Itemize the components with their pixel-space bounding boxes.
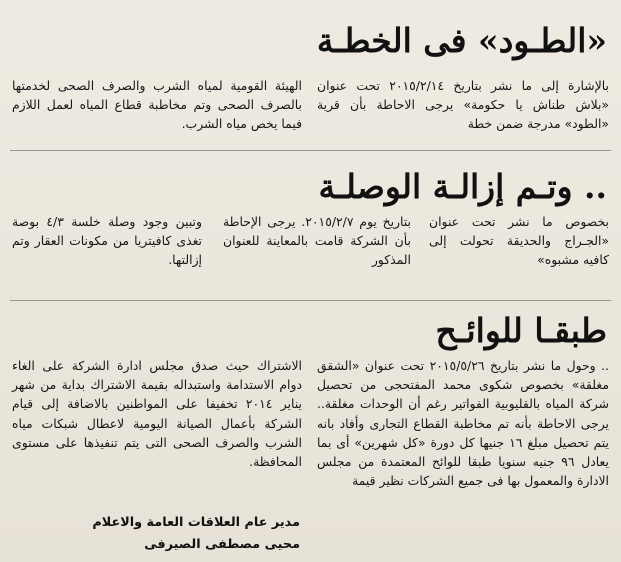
article-connection-middle-column xyxy=(223,212,411,270)
article-regulations-left-column xyxy=(12,356,302,471)
article-regulations-paragraph: .. وحول ما نشر بتاريخ ٢٠١٥/٥/٢٦ تحت عنوان «الشقق مغلقة» بخصوص شكوى محمد المفتحجى من تحصيل شركة المياه بالقليوبية الفواتير رغم أن الوحدات مغلقة.. يرجى الاحاطة بأنه تم مخاطبة القطاع التجارى وأفاد بانه يتم تحصيل مبلغ ١٦ جنيها كل دورة «كل شهرين» أى بما يعادل ٩٦ جنيه سنويا طبقا للوائح المعتمدة من مجلس الادارة والمعمول بها فى جميع الشركات نظير قيمة xyxy=(317,358,609,489)
article-regulations-headline: طبقـا للوائـح xyxy=(435,311,607,350)
article-tod-headline: «الطـود» فى الخطـة xyxy=(316,21,607,60)
article-connection-headline: .. وتـم إزالـة الوصلـة xyxy=(318,167,607,206)
signature-name: محيى مصطفى الصيرفى xyxy=(144,537,300,552)
article-tod xyxy=(0,0,621,160)
article-connection-right-column xyxy=(429,212,609,270)
article-tod-paragraph: بالإشارة إلى ما نشر بتاريخ ٢٠١٥/٢/١٤ تحت عنوان «بلاش طناش يا حكومة» يرجى الاحاطة بأن قرية «الطود» مدرجة ضمن خطة xyxy=(317,78,609,132)
article-tod-paragraph: الهيئة القومية لمياه الشرب والصرف الصحى لخدمتها بالصرف الصحى وتم مخاطبة قطاع المياه لعمل اللازم فيما يخص مياه الشرب. xyxy=(12,78,302,132)
article-tod-right-column xyxy=(317,76,609,134)
signature-title: مدير عام العلاقات العامة والاعلام xyxy=(92,515,300,530)
article-connection-paragraph: وتبين وجود وصلة خلسة ٤/٣ بوصة تغذى كافيتريا من مكونات العقار وتم إزالتها. xyxy=(12,214,202,268)
signature-block xyxy=(10,512,300,556)
article-connection-paragraph: بخصوص ما نشر تحت عنوان «الجـراج والحديقة تحولت إلى كافيه مشبوه» xyxy=(429,214,609,268)
article-connection-left-column xyxy=(12,212,202,270)
article-regulations-paragraph: الاشتراك حيث صدق مجلس ادارة الشركة على الغاء دوام الاستدامة واستبداله بقيمة الاشتراك بداية من شهر يناير ٢٠١٤ تخفيفا على المواطنين بالاضافة إلى قيام الشركة بأعمال الصيانة اليومية لاعطال شبكات مياه الشرب والصرف الصحى التى يتم تنفيذها على مستوى المحافظة. xyxy=(12,358,303,470)
article-connection-paragraph: بتاريخ يوم ٢٠١٥/٢/٧. يرجى الإحاطة بأن الشركة قامت بالمعاينة للعنوان المذكور xyxy=(223,214,411,268)
article-tod-left-column xyxy=(12,76,302,134)
article-regulations-right-column xyxy=(317,356,609,490)
article-regulations xyxy=(0,300,621,562)
article-connection xyxy=(0,150,621,300)
